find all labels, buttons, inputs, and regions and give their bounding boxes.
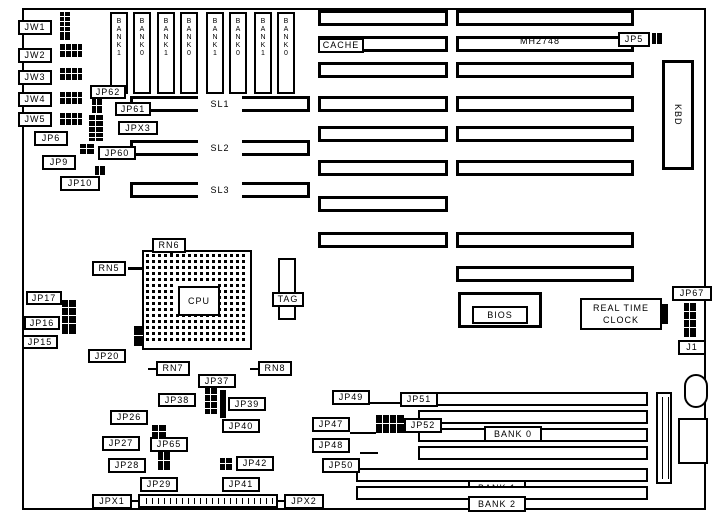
jumper-JP6[interactable]: JP6 — [34, 131, 68, 146]
jumper-JP48[interactable]: JP48 — [312, 438, 350, 453]
expansion-slot-row3-left[interactable] — [318, 62, 448, 78]
jumper-JP9-pins[interactable] — [80, 144, 94, 154]
expansion-slot-row7[interactable] — [318, 196, 448, 212]
jumper-JW5[interactable]: JW5 — [18, 112, 52, 127]
real-time-clock — [580, 298, 662, 330]
jumper-JW2-pins[interactable] — [60, 44, 82, 57]
trace-rn8 — [250, 368, 260, 370]
bios-label: BIOS — [472, 306, 528, 324]
bank-module-5: B A N K 1 — [206, 12, 224, 94]
jumper-JPX2[interactable]: JPX2 — [284, 494, 324, 509]
jumper-JP28[interactable]: JP28 — [108, 458, 146, 473]
jumper-JP5[interactable]: JP5 — [618, 32, 650, 47]
cache-label: CACHE — [318, 38, 364, 53]
kbd-label: KBD — [673, 104, 683, 126]
jumper-JP67[interactable]: JP67 — [672, 286, 712, 301]
rn5-trace — [128, 267, 142, 270]
cpu-label: CPU — [187, 296, 210, 306]
jumper-JP65[interactable]: JP65 — [150, 437, 188, 452]
simm-bank2-label: BANK 2 — [468, 496, 526, 512]
bottom-header-connector[interactable] — [138, 494, 278, 508]
tag-label: TAG — [272, 292, 304, 307]
mouse-port-shape[interactable] — [684, 374, 708, 408]
jumper-JP42-pins[interactable] — [220, 458, 232, 470]
jumper-JPX3[interactable]: JPX3 — [118, 121, 158, 135]
bank-module-3: B A N K 1 — [157, 12, 175, 94]
jumper-JP50[interactable]: JP50 — [322, 458, 360, 473]
expansion-slot-row1-left[interactable] — [318, 10, 448, 26]
bank-module-2: B A N K 0 — [133, 12, 151, 94]
jumper-JP41[interactable]: JP41 — [222, 477, 260, 492]
expansion-slot-row3-right[interactable] — [456, 62, 634, 78]
jumper-JW1[interactable]: JW1 — [18, 20, 52, 35]
jumper-JP17[interactable]: JP17 — [26, 291, 62, 305]
jumper-JP16[interactable]: JP16 — [24, 316, 60, 330]
jumper-JP37[interactable]: JP37 — [198, 374, 236, 388]
jumper-JW5-pins[interactable] — [60, 113, 82, 125]
trace-jp49 — [370, 402, 402, 404]
jumper-JP6-pins[interactable] — [89, 115, 103, 141]
chipset-label: MH2748 — [520, 36, 561, 46]
bank-module-7: B A N K 1 — [254, 12, 272, 94]
jumper-JP40[interactable]: JP40 — [222, 419, 260, 433]
jumper-JW3[interactable]: JW3 — [18, 70, 52, 85]
expansion-slot-row4-right[interactable] — [456, 96, 634, 112]
expansion-slot-row4-left[interactable] — [318, 96, 448, 112]
jumper-JP65-pins[interactable] — [158, 452, 170, 470]
jumper-JP62-pins[interactable] — [92, 99, 102, 113]
bank-module-8: B A N K 0 — [277, 12, 295, 94]
simm-bank0-label: BANK 0 — [484, 426, 542, 442]
resistor-RN6: RN6 — [152, 238, 186, 253]
expansion-slot-row9[interactable] — [456, 266, 634, 282]
jumper-JP5-pins[interactable] — [652, 33, 662, 44]
trace-jpx1 — [132, 500, 138, 502]
trace-jp48 — [350, 432, 376, 434]
jumper-JW4-pins[interactable] — [60, 92, 82, 104]
JP67-J1-pins[interactable] — [684, 303, 696, 337]
trace-rn7 — [148, 368, 156, 370]
jumper-JP52[interactable]: JP52 — [404, 418, 442, 433]
jumper-JP49[interactable]: JP49 — [332, 390, 370, 405]
jumper-JW3-pins[interactable] — [60, 68, 82, 80]
jumper-JW2[interactable]: JW2 — [18, 48, 52, 63]
rtc-pins — [660, 304, 668, 324]
rtc-label-line1: REAL TIME — [592, 303, 649, 313]
jumper-JP39[interactable]: JP39 — [228, 397, 266, 411]
resistor-RN8: RN8 — [258, 361, 292, 376]
jumper-JPX1[interactable]: JPX1 — [92, 494, 132, 509]
jumper-JP61[interactable]: JP61 — [115, 102, 151, 116]
jumper-JP10[interactable]: JP10 — [60, 176, 100, 191]
bank-module-1: B A N K 1 — [110, 12, 128, 94]
expansion-slot-row8-right[interactable] — [456, 232, 634, 248]
jumper-JP10-pins[interactable] — [95, 166, 105, 175]
jumper-JP26-29-pins[interactable] — [152, 425, 166, 439]
jumper-JP20[interactable]: JP20 — [88, 349, 126, 363]
keyboard-connector[interactable] — [662, 60, 694, 170]
right-edge-connector[interactable] — [656, 392, 672, 484]
trace-jpx2 — [278, 500, 286, 502]
jumper-JP42[interactable]: JP42 — [236, 456, 274, 471]
simm-bank0-slot-a[interactable] — [418, 392, 648, 406]
jp47-52-pin-block[interactable] — [376, 415, 404, 433]
jumper-JP27[interactable]: JP27 — [102, 436, 140, 451]
simm-bank1-slot[interactable] — [418, 446, 648, 460]
jumper-JP62[interactable]: JP62 — [90, 85, 126, 99]
slot-SL3-label: SL3 — [198, 182, 242, 198]
bank-module-6: B A N K 0 — [229, 12, 247, 94]
slot-SL1-label: SL1 — [198, 96, 242, 112]
jumper-JW4[interactable]: JW4 — [18, 92, 52, 107]
jumper-JP15-17-pins[interactable] — [62, 300, 76, 334]
cpu-label-box — [178, 286, 220, 316]
jumper-JP20-pins[interactable] — [134, 326, 143, 346]
expansion-slot-row8[interactable] — [318, 232, 448, 248]
connector-J1[interactable]: J1 — [678, 340, 706, 355]
jumper-JP39-40-pins[interactable] — [220, 390, 226, 418]
simm-bank0-slot-b[interactable] — [418, 410, 648, 424]
expansion-slot-row5-left[interactable] — [318, 126, 448, 142]
jumper-JW1-pins[interactable] — [60, 12, 70, 40]
jumper-JP51[interactable]: JP51 — [400, 392, 438, 407]
rtc-label-line2: CLOCK — [602, 315, 639, 325]
jumper-JP47[interactable]: JP47 — [312, 417, 350, 432]
trace-jp50 — [360, 452, 378, 454]
serial-port-shape[interactable] — [678, 418, 708, 464]
resistor-RN7: RN7 — [156, 361, 190, 376]
jumper-JP60[interactable]: JP60 — [98, 146, 136, 160]
rn6-trace — [170, 253, 173, 257]
resistor-RN5: RN5 — [92, 261, 126, 276]
jumper-JP15[interactable]: JP15 — [22, 335, 58, 349]
expansion-slot-row6-left[interactable] — [318, 160, 448, 176]
expansion-slot-row6-right[interactable] — [456, 160, 634, 176]
bank-module-4: B A N K 0 — [180, 12, 198, 94]
tag-chip — [278, 258, 296, 320]
jumper-JP37-pins[interactable] — [205, 388, 217, 414]
jumper-JP26[interactable]: JP26 — [110, 410, 148, 425]
expansion-slot-row5-right[interactable] — [456, 126, 634, 142]
jumper-JP38[interactable]: JP38 — [158, 393, 196, 407]
jumper-JP9[interactable]: JP9 — [42, 155, 76, 170]
jumper-JP29[interactable]: JP29 — [140, 477, 178, 492]
slot-SL2-label: SL2 — [198, 140, 242, 156]
expansion-slot-row1-right[interactable] — [456, 10, 634, 26]
